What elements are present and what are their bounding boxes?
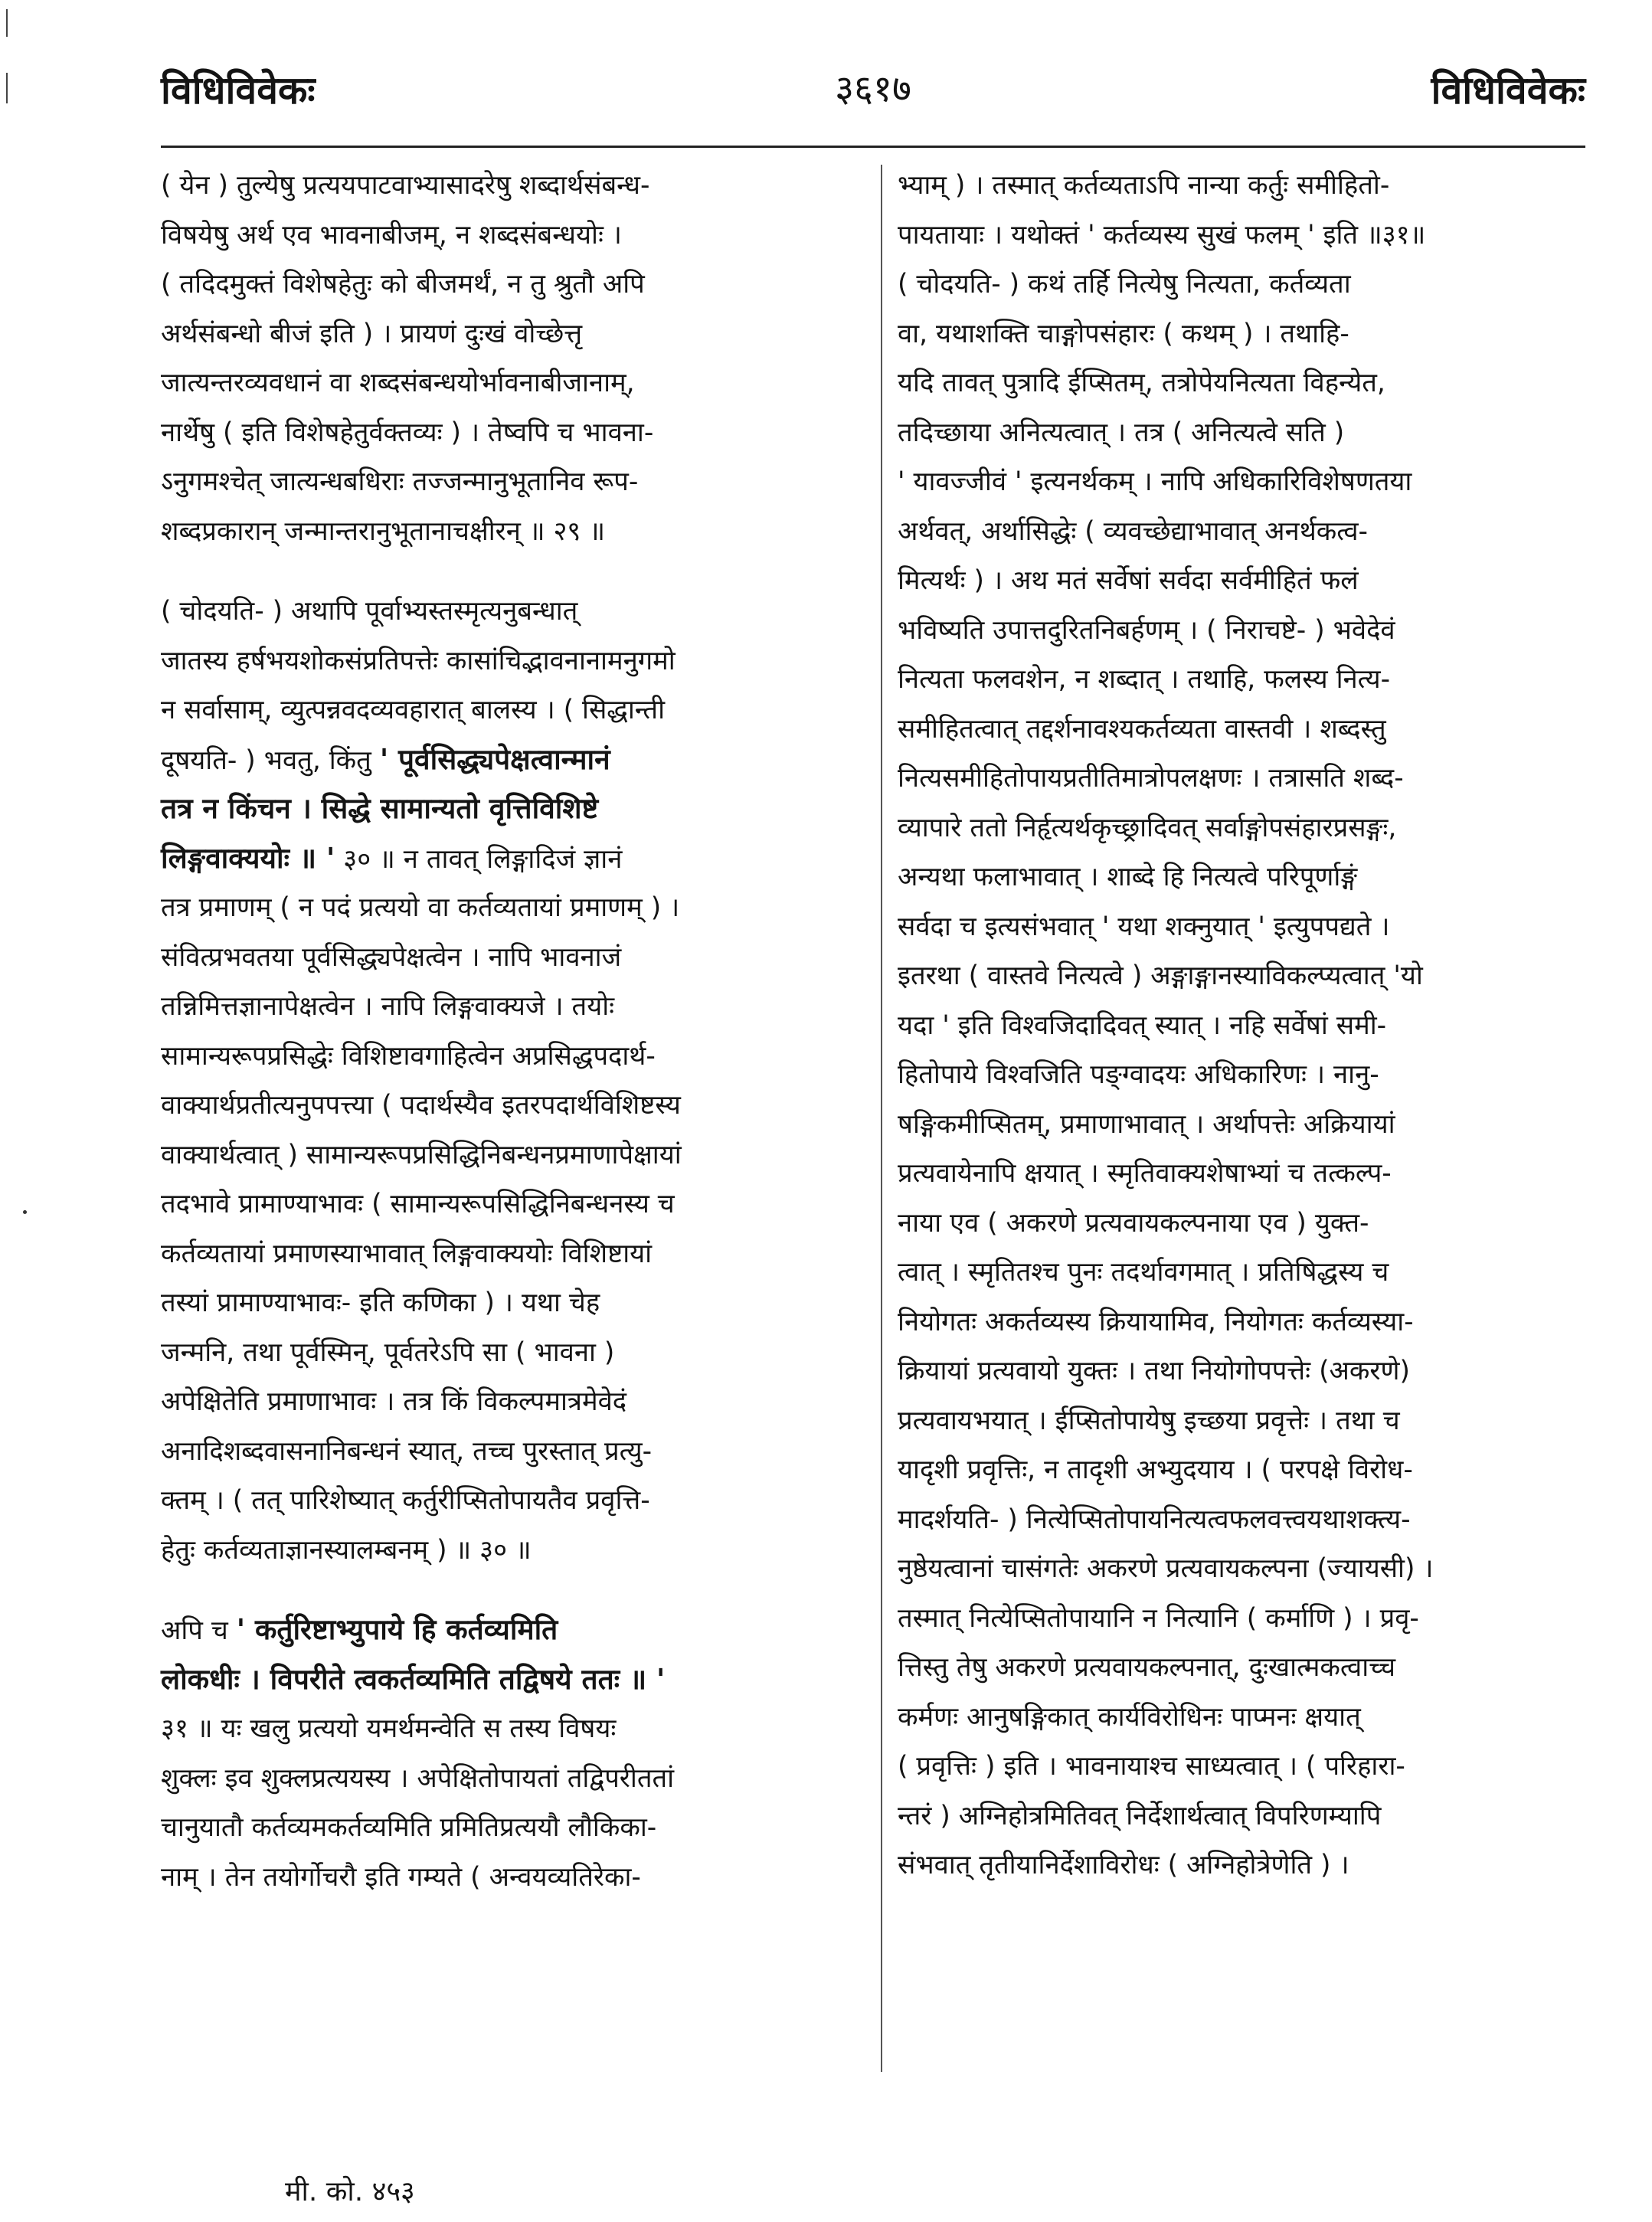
- text-line: [898, 1100, 1591, 1150]
- verse-text: ' कर्तुरिष्टाभ्युपाये हि कर्तव्यमिति: [236, 1613, 558, 1646]
- line-text: पायतायाः । यथोक्तं ' कर्तव्यस्य सुखं फलम् ' इति ॥३१॥: [898, 219, 1426, 250]
- line-text: संवित्प्रभवतया पूर्वसिद्ध्यपेक्षत्वेन । नापि भावनाजं: [161, 941, 622, 973]
- verse-text: लोकधीः । विपरीते त्वकर्तव्यमिति तद्विषये ततः ॥ ': [161, 1662, 666, 1696]
- text-line: [898, 1396, 1591, 1446]
- scan-edge-mark: [6, 73, 8, 103]
- text-line: [898, 705, 1591, 754]
- running-title-left: विधिविवेकः: [161, 68, 316, 113]
- line-text: क्तम् । ( तत् पारिशेष्यात् कर्तुरीप्सितोपायतैव प्रवृत्ति-: [161, 1485, 650, 1516]
- line-text: न्तरं ) अग्निहोत्रमितिवत् निर्देशार्थत्वात् विपरिणम्यापि: [898, 1800, 1382, 1831]
- text-line: [898, 1298, 1591, 1347]
- text-line: [898, 161, 1591, 211]
- text-line: [161, 1278, 865, 1328]
- line-text: ( येन ) तुल्येषु प्रत्ययपाटवाभ्यासादरेषु शब्दार्थसंबन्ध-: [161, 170, 650, 201]
- line-text: समीहितत्वात् तद्दर्शनावश्यकर्तव्यता वास्तवी । शब्दस्तु: [898, 713, 1386, 744]
- page-header: [161, 54, 1585, 138]
- text-line: [898, 556, 1591, 606]
- line-text: अपि च: [161, 1615, 237, 1646]
- line-text: तस्मात् नित्येप्सितोपायानि न नित्यानि ( कर्माणि ) । प्रवृ-: [898, 1602, 1419, 1634]
- line-text: तन्निमित्तज्ञानापेक्षत्वेन । नापि लिङ्गवाक्यजे । तयोः: [161, 991, 615, 1022]
- line-text: न सर्वासाम्, व्युत्पन्नवदव्यवहारात् बालस्य । ( सिद्धान्ती: [161, 695, 666, 725]
- line-text: प्रत्यवायभयात् । ईप्सितोपायेषु इच्छया प्रवृत्तेः । तथा च: [898, 1405, 1400, 1436]
- line-text: मादर्शयति- ) नित्येप्सितोपायनित्यत्वफलवत्त्वयथाशक्त्य-: [898, 1504, 1411, 1535]
- line-text: हेतुः कर्तव्यताज्ञानस्यालम्बनम् ) ॥ ३० ॥: [161, 1534, 532, 1566]
- text-line: [898, 1495, 1591, 1545]
- running-title-right: विधिविवेकः: [1431, 68, 1585, 113]
- text-line: [898, 803, 1591, 853]
- line-text: दूषयति- ) भवतु, किंतु: [161, 744, 380, 776]
- text-line: [898, 1544, 1591, 1594]
- text-line: [161, 1180, 865, 1229]
- line-text: ' यावज्जीवं ' इत्यनर्थकम् । नापि अधिकारिविशेषणतया: [898, 466, 1412, 497]
- line-text: ३१ ॥ यः खलु प्रत्ययो यमर्थमन्वेति स तस्य विषयः: [161, 1713, 617, 1744]
- text-line: [898, 1792, 1591, 1841]
- line-text: यदा ' इति विश्वजिदादिवत् स्यात् । नहि सर्वेषां समी-: [898, 1010, 1387, 1041]
- text-line: [161, 457, 865, 507]
- line-text: नित्यता फलवशेन, न शब्दात् । तथाहि, फलस्य नित्य-: [898, 664, 1391, 695]
- text-line: [898, 1643, 1591, 1693]
- text-line: [161, 1427, 865, 1477]
- line-text: तत्र प्रमाणम् ( न पदं प्रत्ययो वा कर्तव्यतायां प्रमाणम् ) ।: [161, 892, 680, 923]
- line-text: नाया एव ( अकरणे प्रत्यवायकल्पनाया एव ) युक्त-: [898, 1207, 1369, 1239]
- text-line: [161, 636, 865, 686]
- text-line: [161, 1131, 865, 1180]
- line-text: शब्दप्रकारान् जन्मान्तरानुभूतानाचक्षीरन् ॥ २९ ॥: [161, 515, 605, 547]
- text-line: [161, 260, 865, 309]
- header-rule: [161, 146, 1585, 148]
- text-line: [898, 606, 1591, 656]
- text-line: [898, 457, 1591, 507]
- page-number: ३६१७: [835, 67, 911, 110]
- paragraph-gap: [161, 1575, 865, 1605]
- line-text: ( चोदयति- ) अथापि पूर्वाभ्यस्तस्मृत्यनुबन्धात्: [161, 596, 578, 627]
- text-line: [898, 754, 1591, 803]
- text-line: [898, 852, 1591, 902]
- line-text: भविष्यति उपात्तदुरितनिबर्हणम् । ( निराचष्टे- ) भवेदेवं: [898, 614, 1395, 646]
- text-line: [898, 1594, 1591, 1644]
- line-text: नार्थेषु ( इति विशेषहेतुर्वक्तव्यः ) । तेष्वपि च भावना-: [161, 417, 654, 448]
- text-line: [161, 834, 865, 884]
- text-line: [161, 1655, 865, 1705]
- text-line: [161, 1754, 865, 1804]
- text-line: [898, 655, 1591, 705]
- text-line: [161, 1377, 865, 1427]
- line-text: नित्यसमीहितोपायप्रतीतिमात्रोपलक्षणः । तत्रासति शब्द-: [898, 763, 1404, 794]
- text-line: [898, 902, 1591, 952]
- left-text-column: [161, 161, 865, 1902]
- text-line: [898, 1347, 1591, 1396]
- line-text: षङ्गिकमीप्सितम्, प्रमाणाभावात् । अर्थापत्तेः अक्रियायां: [898, 1108, 1395, 1140]
- text-line: [161, 587, 865, 636]
- text-line: [161, 1853, 865, 1903]
- right-text-column: [898, 161, 1591, 1890]
- line-text: अपेक्षितेति प्रमाणाभावः । तत्र किं विकल्पमात्रमेवेदं: [161, 1386, 627, 1417]
- line-text: सामान्यरूपप्रसिद्धेः विशिष्टावगाहित्वेन अप्रसिद्धपदार्थ-: [161, 1040, 656, 1072]
- text-line: [161, 161, 865, 211]
- line-text: विषयेषु अर्थ एव भावनाबीजम्, न शब्दसंबन्धयोः ।: [161, 219, 622, 250]
- line-text: तस्यां प्रामाण्याभावः- इति कणिका ) । यथा चेह: [161, 1288, 600, 1318]
- line-text: जन्मनि, तथा पूर्वस्मिन्, पूर्वतरेऽपि सा ( भावना ): [161, 1337, 615, 1368]
- line-text: व्यापारे ततो निर्हृत्यर्थकृच्छ्रादिवत् सर्वाङ्गोपसंहारप्रसङ्गः,: [898, 812, 1397, 843]
- line-text: चानुयातौ कर्तव्यमकर्तव्यमिति प्रमितिप्रत्ययौ लौकिका-: [161, 1812, 657, 1843]
- verse-text: लिङ्गवाक्ययोः ॥ ': [161, 841, 335, 875]
- text-line: [898, 1050, 1591, 1100]
- line-text: ३० ॥ न तावत् लिङ्गादिजं ज्ञानं: [335, 843, 623, 875]
- line-text: जातस्य हर्षभयशोकसंप्रतिपत्तेः कासांचिद्भावनानामनुगमो: [161, 645, 676, 676]
- line-text: ( प्रवृत्तिः ) इति । भावनायाश्च साध्यत्वात् । ( परिहारा-: [898, 1751, 1405, 1782]
- line-text: नियोगतः अकर्तव्यस्य क्रियायामिव, नियोगतः कर्तव्यस्या-: [898, 1306, 1414, 1337]
- verse-text: ' पूर्वसिद्ध्यपेक्षत्वान्मानं: [379, 742, 610, 776]
- line-text: तदिच्छाया अनित्यत्वात् । तत्र ( अनित्यत्वे सति ): [898, 417, 1345, 448]
- column-divider: [881, 165, 882, 2072]
- scan-dust-mark: [23, 1210, 27, 1214]
- text-line: [898, 408, 1591, 458]
- line-text: अन्यथा फलाभावात् । शाब्दे हि नित्यत्वे परिपूर्णाङ्गं: [898, 862, 1358, 892]
- text-line: [161, 507, 865, 557]
- line-text: कर्तव्यतायां प्रमाणस्याभावात् लिङ्गवाक्ययोः विशिष्टायां: [161, 1238, 653, 1269]
- text-line: [898, 1742, 1591, 1792]
- text-line: [161, 1081, 865, 1131]
- text-line: [161, 1605, 865, 1655]
- line-text: मित्यर्थः ) । अथ मतं सर्वेषां सर्वदा सर्वमीहितं फलं: [898, 565, 1359, 596]
- text-line: [898, 1199, 1591, 1248]
- line-text: ( चोदयति- ) कथं तर्हि नित्येषु नित्यता, कर्तव्यता: [898, 269, 1351, 299]
- line-text: वाक्यार्थप्रतीत्यनुपपत्त्या ( पदार्थस्यैव इतरपदार्थविशिष्टस्य: [161, 1090, 681, 1121]
- line-text: अनादिशब्दवासनानिबन्धनं स्यात्, तच्च पुरस्तात् प्रत्यु-: [161, 1435, 653, 1467]
- text-line: [898, 260, 1591, 309]
- text-line: [898, 1248, 1591, 1298]
- line-text: ( तदिदमुक्तं विशेषहेतुः को बीजमर्थं, न तु श्रुतौ अपि: [161, 269, 645, 299]
- line-text: हितोपाये विश्वजिति पङ्ग्वादयः अधिकारिणः । नानु-: [898, 1059, 1379, 1090]
- line-text: यदि तावत् पुत्रादि ईप्सितम्, तत्रोपेयनित्यता विहन्येत,: [898, 368, 1385, 398]
- text-line: [898, 211, 1591, 260]
- text-line: [161, 1803, 865, 1853]
- text-line: [161, 1476, 865, 1526]
- line-text: ऽनुगमश्चेत् जात्यन्धबधिराः तज्जन्मानुभूतानिव रूप-: [161, 466, 639, 497]
- line-text: त्वात् । स्मृतितश्च पुनः तदर्थावगमात् । प्रतिषिद्धस्य च: [898, 1257, 1389, 1288]
- text-line: [898, 1841, 1591, 1890]
- text-line: [898, 1001, 1591, 1051]
- line-text: सर्वदा च इत्यसंभवात् ' यथा शक्नुयात् ' इत्युपपद्यते ।: [898, 911, 1390, 942]
- text-line: [161, 408, 865, 458]
- paragraph-gap: [161, 556, 865, 587]
- text-line: [161, 211, 865, 260]
- line-text: नाम् । तेन तयोर्गोचरौ इति गम्यते ( अन्वयव्यतिरेका-: [161, 1861, 641, 1893]
- line-text: अर्थसंबन्धो बीजं इति ) । प्रायणं दुःखं वोच्छेत्तृ: [161, 318, 583, 349]
- line-text: अर्थवत्, अर्थासिद्धेः ( व्यवच्छेद्याभावात् अनर्थकत्व-: [898, 515, 1369, 547]
- line-text: जात्यन्तरव्यवधानं वा शब्दसंबन्धयोर्भावनाबीजानाम्,: [161, 368, 635, 398]
- text-line: [898, 1693, 1591, 1743]
- text-line: [161, 933, 865, 983]
- line-text: इतरथा ( वास्तवे नित्यत्वे ) अङ्गाङ्गानस्याविकल्प्यत्वात् 'यो: [898, 960, 1423, 991]
- line-text: यादृशी प्रवृत्तिः, न तादृशी अभ्युदयाय । ( परपक्षे विरोध-: [898, 1455, 1413, 1485]
- text-line: [898, 507, 1591, 557]
- text-line: [161, 686, 865, 735]
- line-text: भ्याम् ) । तस्मात् कर्तव्यताऽपि नान्या कर्तुः समीहितो-: [898, 170, 1390, 201]
- scan-edge-mark: [6, 9, 8, 37]
- line-text: वाक्यार्थत्वात् ) सामान्यरूपप्रसिद्धिनिबन्धनप्रमाणापेक्षायां: [161, 1139, 682, 1170]
- text-line: [898, 309, 1591, 359]
- line-text: प्रत्यवायेनापि क्षयात् । स्मृतिवाक्यशेषाभ्यां च तत्कल्प-: [898, 1158, 1392, 1189]
- line-text: त्तिस्तु तेषु अकरणे प्रत्यवायकल्पनात्, दुःखात्मकत्वाच्च: [898, 1652, 1396, 1683]
- text-line: [161, 309, 865, 359]
- line-text: नुष्ठेयत्वानां चासंगतेः अकरणे प्रत्यवायकल्पना (ज्यायसी) ।: [898, 1553, 1434, 1584]
- page-footer-signature: मी. को. ४५३: [285, 2176, 415, 2207]
- text-line: [161, 735, 865, 785]
- line-text: संभवात् तृतीयानिर्देशाविरोधः ( अग्निहोत्रेणेति ) ।: [898, 1850, 1349, 1880]
- verse-text: तत्र न किंचन । सिद्धे सामान्यतो वृत्तिविशिष्टे: [161, 792, 599, 825]
- text-line: [898, 951, 1591, 1001]
- text-line: [161, 1704, 865, 1754]
- text-line: [161, 883, 865, 933]
- text-line: [161, 1328, 865, 1378]
- text-line: [898, 1149, 1591, 1199]
- line-text: वा, यथाशक्ति चाङ्गोपसंहारः ( कथम् ) । तथाहि-: [898, 318, 1349, 349]
- line-text: कर्मणः आनुषङ्गिकात् कार्यविरोधिनः पाप्मनः क्षयात्: [898, 1701, 1361, 1733]
- line-text: शुक्लः इव शुक्लप्रत्ययस्य । अपेक्षितोपायतां तद्विपरीततां: [161, 1762, 675, 1794]
- text-line: [161, 784, 865, 834]
- text-line: [161, 358, 865, 408]
- line-text: क्रियायां प्रत्यवायो युक्तः । तथा नियोगोपपत्तेः (अकरणे): [898, 1356, 1410, 1386]
- text-line: [161, 1229, 865, 1279]
- text-line: [898, 1445, 1591, 1495]
- text-line: [161, 982, 865, 1032]
- text-line: [161, 1526, 865, 1576]
- text-line: [898, 358, 1591, 408]
- text-line: [161, 1032, 865, 1082]
- line-text: तदभावे प्रामाण्याभावः ( सामान्यरूपसिद्धिनिबन्धनस्य च: [161, 1189, 675, 1219]
